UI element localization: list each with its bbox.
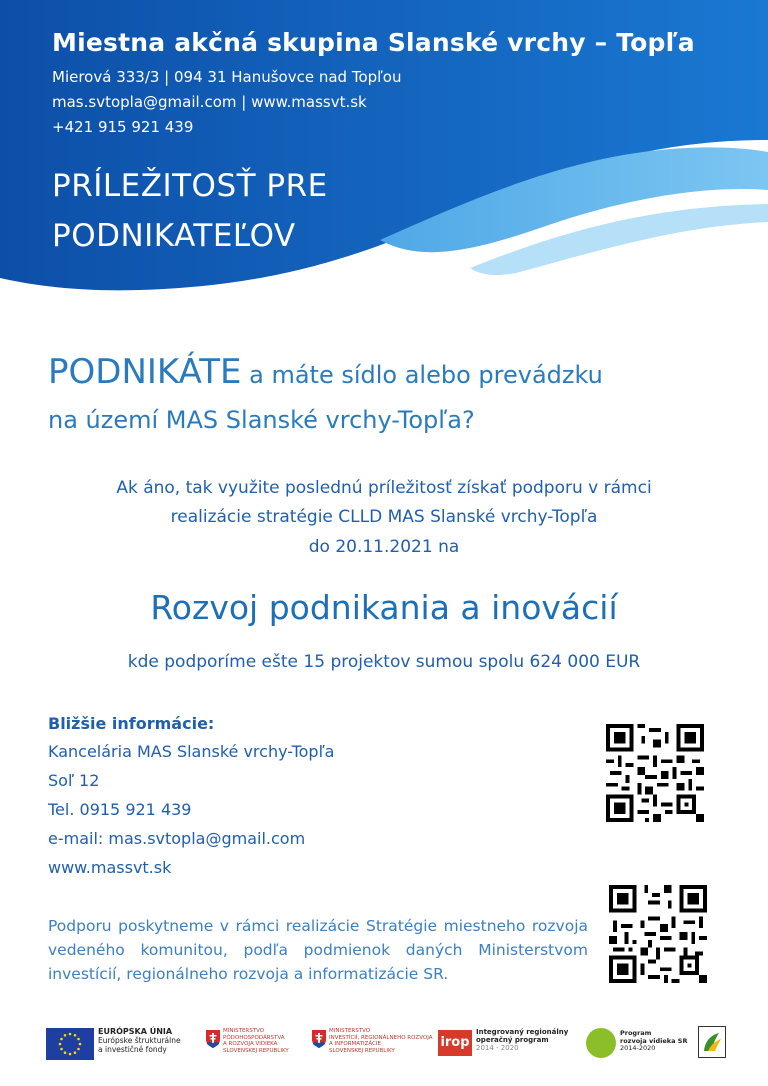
info-address: Soľ 12 — [48, 771, 100, 790]
rural-program-logo-icon — [586, 1028, 616, 1058]
ministry-investment-label: MINISTERSTVO INVESTÍCIÍ, REGIONÁLNEHO ROZVOJA A INFORMATIZÁCIE SLOVENSKEJ REPUBLIKY — [329, 1028, 433, 1054]
program-title: Rozvoj podnikania a inovácií — [150, 588, 618, 627]
question-rest: a máte sídlo alebo prevádzku — [241, 361, 603, 389]
qr-code-icon[interactable] — [606, 724, 704, 822]
eu-flag-icon — [46, 1028, 94, 1060]
irop-label: Integrovaný regionálny operačný program 2014 - 2020 — [476, 1028, 569, 1052]
leader-logo-icon — [698, 1026, 726, 1058]
partner-logos — [0, 1022, 768, 1072]
irop-logo-icon: irop — [438, 1030, 472, 1056]
organization-email-web[interactable]: mas.svtopla@gmail.com | www.massvt.sk — [52, 93, 367, 111]
support-statement: Podporu poskytneme v rámci realizácie Stratégie miestneho rozvoja vedeného komunitou, podľa podmienok daných Ministerstvom investícií, regionálneho rozvoja a informatizácie SR. — [48, 917, 588, 983]
offer-line-1: Ak áno, tak využite poslednú príležitosť získať podporu v rámci — [116, 478, 652, 498]
info-email[interactable]: e-mail: mas.svtopla@gmail.com — [48, 829, 306, 848]
ministry-agriculture-label: MINISTERSTVO PÔDOHOSPODÁRSTVA A ROZVOJA VIDIEKA SLOVENSKEJ REPUBLIKY — [223, 1028, 289, 1054]
qr-code-icon[interactable] — [609, 885, 707, 983]
eu-funds-label: EURÓPSKA ÚNIA Európske štrukturálne a investičné fondy — [98, 1027, 181, 1054]
question-line-2: na území MAS Slanské vrchy-Topľa? — [48, 406, 475, 434]
rural-program-label: Program rozvoja vidieka SR 2014-2020 — [620, 1029, 688, 1052]
program-subtitle: kde podporíme ešte 15 projektov sumou spolu 624 000 EUR — [127, 652, 641, 672]
organization-phone: +421 915 921 439 — [52, 118, 194, 136]
header-banner — [0, 0, 768, 300]
question-line-1 — [48, 352, 603, 392]
slovak-crest-icon — [206, 1030, 220, 1048]
info-office: Kancelária MAS Slanské vrchy-Topľa — [48, 742, 335, 761]
offer-deadline: do 20.11.2021 na — [308, 537, 460, 557]
info-heading: Bližšie informácie: — [48, 714, 215, 733]
offer-line-2: realizácie stratégie CLLD MAS Slanské vrchy-Topľa — [170, 507, 598, 527]
headline-line-2: PODNIKATEĽOV — [52, 218, 296, 254]
slovak-crest-icon — [312, 1030, 326, 1048]
headline-line-1: PRÍLEŽITOSŤ PRE — [52, 168, 328, 204]
organization-name: Miestna akčná skupina Slanské vrchy – Topľa — [52, 28, 695, 57]
question-emphasis: PODNIKÁTE — [48, 352, 242, 392]
organization-address: Mierová 333/3 | 094 31 Hanušovce nad Topľou — [52, 68, 402, 86]
info-web-link[interactable]: www.massvt.sk — [48, 858, 172, 877]
info-phone: Tel. 0915 921 439 — [48, 800, 192, 819]
